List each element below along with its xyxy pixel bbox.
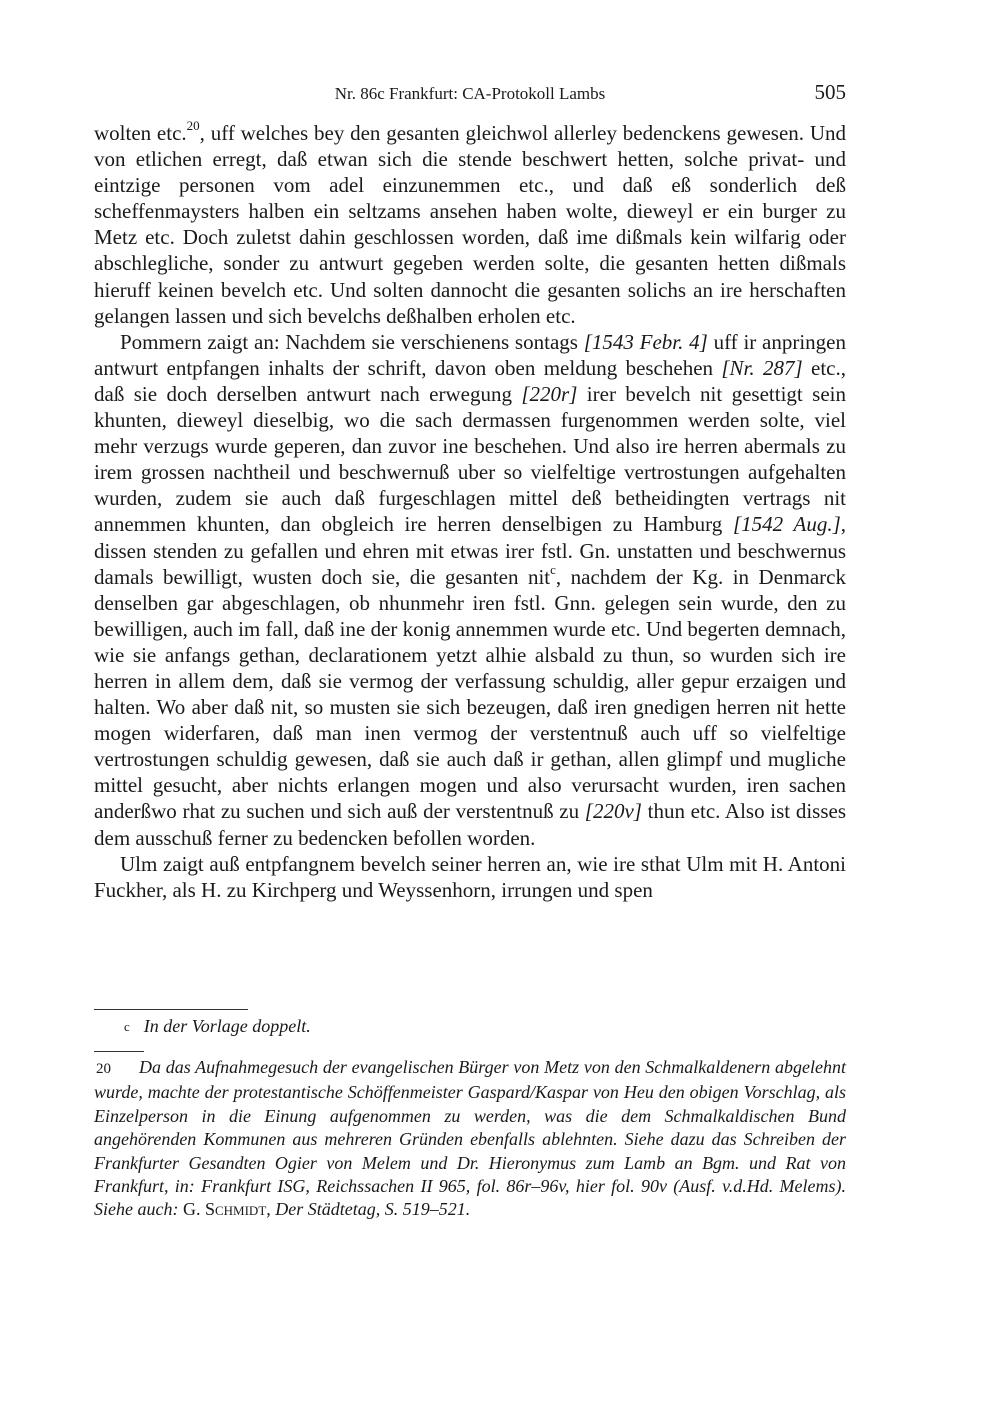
footnote-tail: , Der Städtetag, S. 519–521. bbox=[266, 1199, 471, 1220]
footnote-mark: 20 bbox=[96, 1061, 111, 1077]
text-run: etc., daß sie doch derselben antwurt nach erwegung bbox=[94, 355, 846, 406]
footnote-divider bbox=[94, 1051, 144, 1052]
editorial-date: [1542 Aug.] bbox=[732, 512, 841, 537]
text-run: irer bevelch nit gesettigt sein khunten, dieweyl dieselbig, wo die sach dermassen furgenommen werden solte, viel mehr verzugs wurde geperen, dan zuvor ine beschehen. Und also ire herren abermals zu irem grossen nachtheil und beschwernuß uber so vielfeltige vertrostungen aufgehalten wurden, zudem sie auch daß furgeschlagen mittel deß betheidingten vertrags nit annemmen khunten, dan obgleich ire herren denselbigen zu Hamburg bbox=[94, 381, 846, 537]
footnote-divider bbox=[94, 1009, 248, 1010]
running-header bbox=[94, 80, 846, 108]
paragraph-2 bbox=[94, 329, 846, 851]
paragraph-3 bbox=[94, 851, 846, 903]
running-title: Nr. 86c Frankfurt: CA-Protokoll Lambs bbox=[334, 84, 606, 103]
text-run: Ulm zaigt auß entpfangnem bevelch seiner herren an, wie ire sthat Ulm mit H. Antoni Fuckher, als H. zu Kirchperg und Weyssenhorn, irrungen und spen bbox=[94, 851, 846, 902]
editorial-date: [1543 Febr. 4] bbox=[583, 329, 708, 354]
footnote-ref-c: c bbox=[550, 561, 556, 577]
folio-marker: [220v] bbox=[584, 799, 642, 824]
main-text bbox=[94, 120, 846, 903]
footnote-ref-20: 20 bbox=[186, 118, 200, 133]
footnote-20 bbox=[94, 1056, 846, 1222]
author-initial: G. bbox=[182, 1199, 205, 1220]
text-run: wolten etc. bbox=[94, 121, 187, 145]
footnote-mark: c bbox=[124, 1019, 130, 1034]
text-run: , dissen stenden zu gefallen und ehren mit etwas irer fstl. Gn. unstatten und beschwernus damals bewilligt, wusten doch sie, die gesanten nit bbox=[94, 512, 846, 589]
page-number: 505 bbox=[814, 80, 846, 104]
footnote-c bbox=[94, 1015, 846, 1038]
text-run: Pommern zaigt an: Nachdem sie verschienens sontags bbox=[120, 329, 584, 354]
author-name: Schmidt bbox=[204, 1199, 267, 1220]
footnote-text: Da das Aufnahmegesuch der evangelischen Bürger von Metz von den Schmalkaldenern abgelehnt wurde, machte der protestantische Schöffenmeister Gaspard/Kaspar von Heu den obigen Vorschlag, als Einzelperson in die Einung aufgenommen zu werden, was die dem Schmalkaldischen Bund angehörenden Kommunen aus mehreren Gründen ebenfalls ablehnten. Siehe dazu das Schreiben der Frankfurter Gesandten Ogier von Melem und Dr. Hieronymus zum Lamb an Bgm. und Rat von Frankfurt, in: Frankfurt ISG, Reichssachen II 965, fol. 86r–96v, hier fol. 90v (Ausf. v.d.Hd. Melems). Siehe auch: bbox=[94, 1057, 846, 1220]
text-run: , nachdem der Kg. in Denmarck denselben gar abgeschlagen, ob nhunmehr iren fstl. Gnn. gelegen sein wurde, den zu bewilligen, auch im fall, daß ine der konig annemmen wurde etc. Und begerten demnach, wie sie anfangs gethan, declarationem yetzt alhie alsbald zu thun, so wurden sich ire herren in allem dem, daß sie vermog der verfassung schuldig, aller gepur erzaigen und halten. Wo aber daß nit, so musten sie sich bezeugen, daß iren gnedigen herren nit hette mogen widerfaren, daß man inen vermog der verstentnuß auch uff so vielfeltige vertrostungen schuldig gewesen, daß sie auch daß ir gethan, allen glimpf und mugliche mittel gesucht, aber nichts erlangen mogen und also verursacht wurden, iren sachen anderßwo rhat zu suchen und sich auß der verstentnuß zu bbox=[94, 564, 846, 824]
text-run: , uff welches bey den gesanten gleichwol allerley bedenckens gewesen. Und von etlichen erregt, daß etwan sich die stende beschwert hetten, solche privat- und eintzige personen vom adel einzunemmen etc., und daß eß sonderlich deß scheffenmaysters halben ein seltzams ansehen haben wolte, dieweyl er ein burger zu Metz etc. Doch zuletst dahin geschlossen worden, daß ime dißmals kein wilfarig oder abschlegliche, sonder zu antwurt gegeben werden solte, die gesanten hetten dißmals hieruff keinen bevelch etc. Und solten dannocht die gesanten solichs an ire herschaften gelangen lassen und sich bevelchs deßhalben erholen etc. bbox=[94, 121, 846, 328]
footnote-text: In der Vorlage doppelt. bbox=[143, 1016, 311, 1036]
folio-marker: [220r] bbox=[521, 381, 578, 406]
text-run: uff ir anpringen antwurt entpfangen inhalts der schrift, davon oben meldung beschehen bbox=[94, 329, 846, 380]
paragraph-1 bbox=[94, 120, 846, 329]
editorial-reference: [Nr. 287] bbox=[721, 355, 803, 380]
text-run: thun etc. Also ist disses dem ausschuß ferner zu bedencken befollen worden. bbox=[94, 799, 847, 850]
